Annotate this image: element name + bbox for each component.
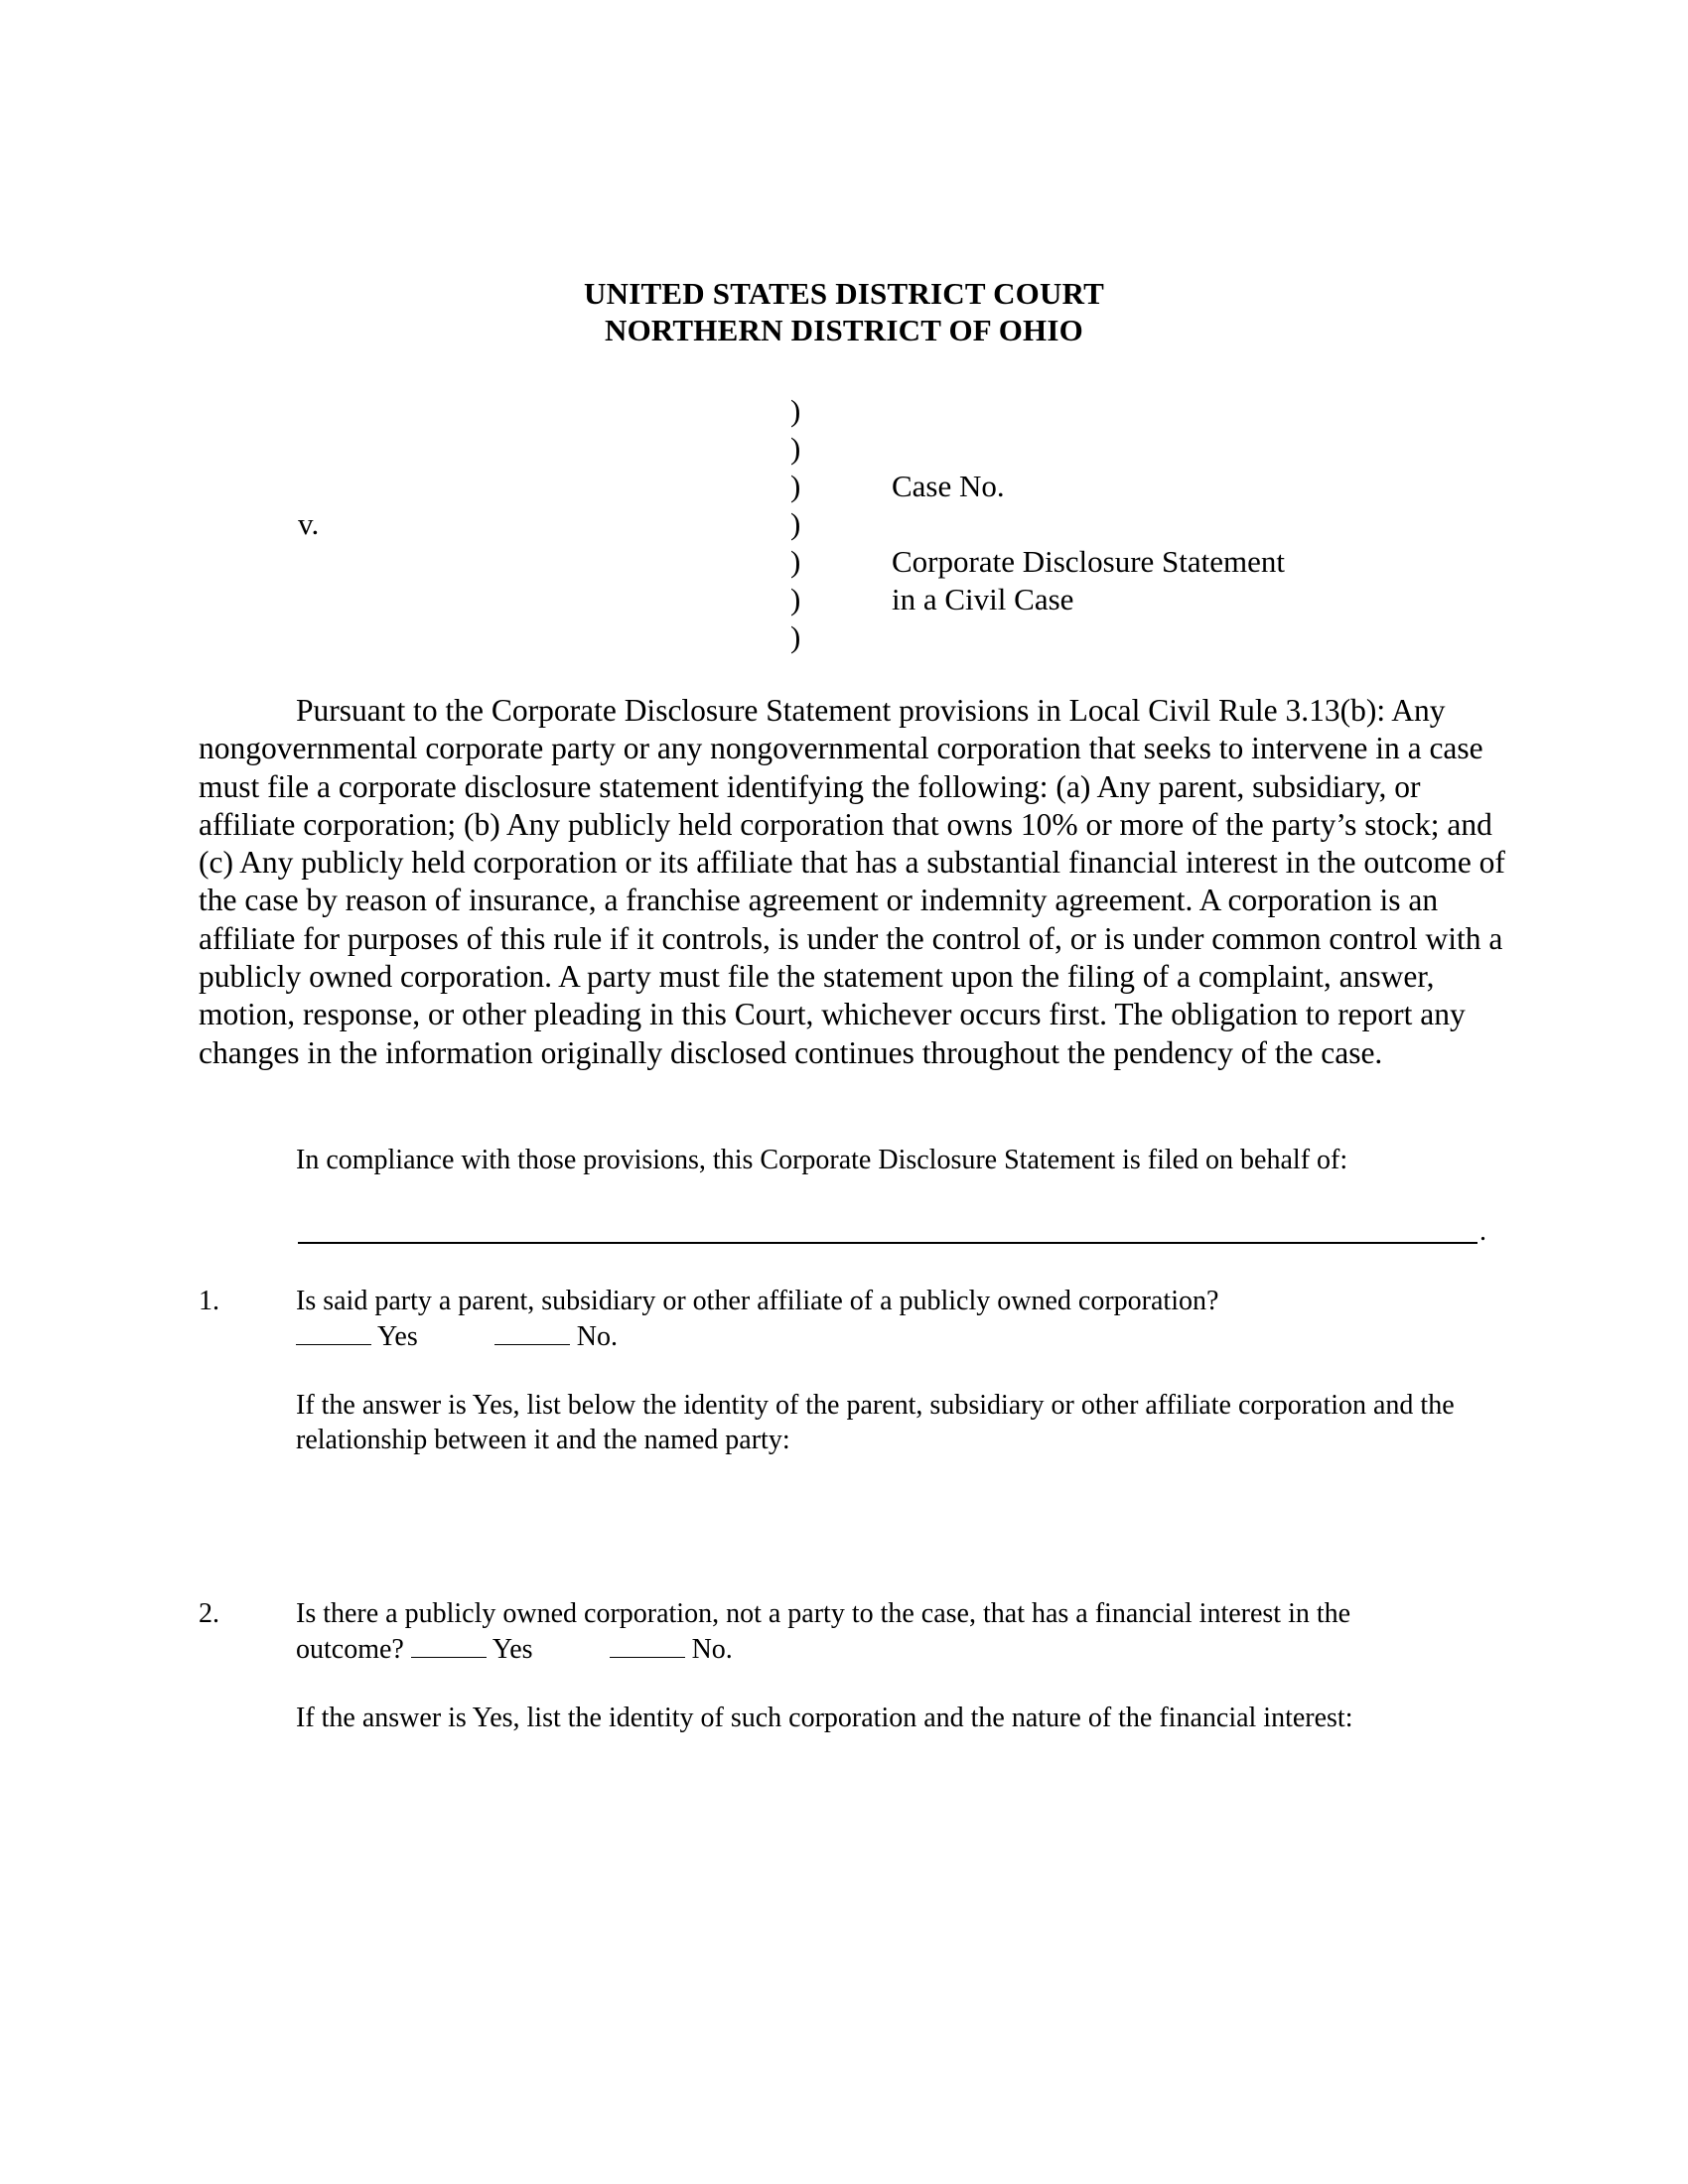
document-title: Corporate Disclosure Statement [892,544,1286,579]
caption-paren: ) [790,506,801,541]
no-label: No. [576,1321,618,1352]
district-name: NORTHERN DISTRICT OF OHIO [605,313,1083,347]
question-followup: If the answer is Yes, list the identity of such corporation and the nature of the financial interest: [296,1703,1353,1733]
court-name: UNITED STATES DISTRICT COURT [584,276,1104,311]
compliance-statement: In compliance with those provisions, this Corporate Disclosure Statement is filed on behalf of: [296,1145,1348,1175]
versus-label: v. [298,506,320,541]
question-text: Is there a publicly owned corporation, not a party to the case, that has a financial interest in the [296,1598,1351,1629]
caption-paren: ) [790,431,801,466]
question-number: 2. [199,1598,219,1629]
no-label: No. [691,1634,733,1665]
filer-line-period: . [1479,1216,1486,1247]
caption-paren: ) [790,619,801,654]
caption-paren: ) [790,393,801,428]
answer-options [296,1318,618,1354]
question-number: 1. [199,1286,219,1316]
answer-options [296,1631,733,1667]
no-answer-blank[interactable] [610,1631,685,1658]
no-answer-blank[interactable] [494,1318,570,1345]
yes-label: Yes [492,1634,533,1665]
filer-name-line[interactable] [298,1242,1477,1244]
question-text-continued: outcome? [296,1634,404,1665]
caption-paren: ) [790,544,801,579]
caption-paren: ) [790,582,801,616]
case-number-label: Case No. [892,469,1005,503]
yes-label: Yes [376,1321,418,1352]
caption-paren: ) [790,469,801,503]
question-text: Is said party a parent, subsidiary or other affiliate of a publicly owned corporation? [296,1286,1219,1316]
rule-paragraph [199,692,1509,1072]
question-followup: If the answer is Yes, list below the identity of the parent, subsidiary or other affiliate corporation and the relationship between it and the named party: [296,1390,1455,1455]
yes-answer-blank[interactable] [411,1631,487,1658]
yes-answer-blank[interactable] [296,1318,371,1345]
rule-paragraph-text: Pursuant to the Corporate Disclosure Statement provisions in Local Civil Rule 3.13(b): Any nongovernmental corporate party or any nongovernmental corporation that seeks to intervene in a case must file a corporate disclosure statement identifying the following: (a) Any parent, subsidiary, or affiliate corporation; (b) Any publicly held corporation that owns 10% or more of the party’s stock; and (c) Any publicly held corporation or its affiliate that has a substantial financial interest in the outcome of the case by reason of insurance, a franchise agreement or indemnity agreement. A corporation is an affiliate for purposes of this rule if it controls, is under the control of, or is under common control with a publicly owned corporation. A party must file the statement upon the filing of a complaint, answer, motion, response, or other pleading in this Court, whichever occurs first. The obligation to report any changes in the information originally disclosed continues throughout the pendency of the case. [199,693,1505,1070]
document-subtitle: in a Civil Case [892,582,1074,616]
